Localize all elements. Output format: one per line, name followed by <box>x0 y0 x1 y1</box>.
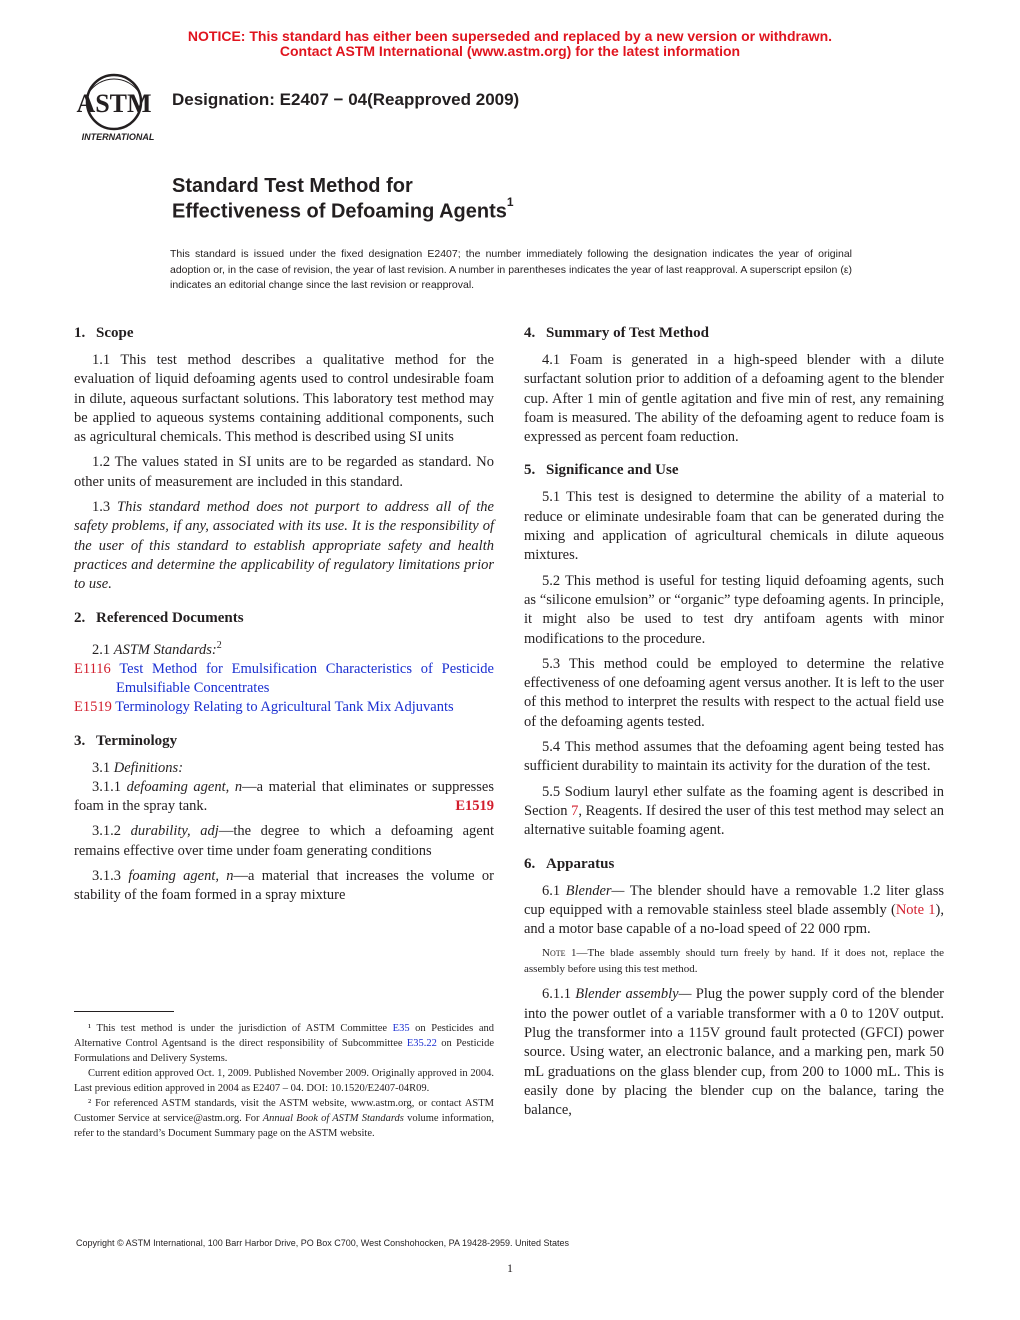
section-heading: 6. Apparatus <box>524 855 615 872</box>
paragraph: 5.1 This test is designed to determine the ability of a material to reduce or eliminate undesirable foam that can be generated during the mixing and application of agricultural chemicals in dilute aqueous mixtures. <box>524 489 944 564</box>
logo-text: ASTM <box>76 89 152 118</box>
definition: 3.1.3 foaming agent, n—a material that increases the volume or stability of the foam formed in a spray mixture <box>74 868 494 904</box>
definition-ref-link[interactable]: E1519 <box>455 798 494 815</box>
reference-title-link[interactable]: Terminology Relating to Agricultural Tank Mix Adjuvants <box>115 699 454 716</box>
paragraph: 6.1 Blender— The blender should have a removable 1.2 liter glass cup equipped with a removable stainless steel blade assembly (Note 1), and a motor base capable of a no-load speed of 22 000 rpm. <box>524 882 944 938</box>
reference-item[interactable] <box>74 660 494 699</box>
section-terminology <box>74 732 494 906</box>
title-line-1: Standard Test Method for <box>172 175 413 197</box>
section-referenced-documents <box>74 609 494 718</box>
section-scope <box>74 324 494 595</box>
note: Note 1—The blade assembly should turn freely by hand. If it does not, replace the assembly before using this test method. <box>524 947 944 976</box>
logo-subtext: INTERNATIONAL <box>81 132 155 142</box>
left-column <box>74 324 494 920</box>
designation: Designation: E2407 − 04(Reapproved 2009) <box>172 90 520 109</box>
section-heading: 5. Significance and Use <box>524 462 679 479</box>
paragraph: 5.5 Sodium lauryl ether sulfate as the foaming agent is described in Section 7, Reagents. If desired the user of this test method may select an alternative suitable foaming agent. <box>524 783 944 839</box>
definition: 3.1.1 defoaming agent, n—a material that eliminates or suppresses foam in the spray tank. E1519 <box>74 778 494 817</box>
astm-logo <box>74 72 166 144</box>
footnote: ² For referenced ASTM standards, visit the ASTM website, www.astm.org, or contact ASTM Customer Service at service@astm.org. For Annual Book of ASTM Standards volume information, refer to the standard’s Document Summary page on the ASTM website. <box>74 1098 494 1139</box>
section-heading: 2. Referenced Documents <box>74 609 244 626</box>
reference-code-link[interactable]: E1519 <box>74 699 112 716</box>
paragraph: 1.2 The values stated in SI units are to be regarded as standard. No other units of measurement are included in this standard. <box>74 454 494 490</box>
footnote-link[interactable]: E35.22 <box>406 1038 437 1049</box>
title-text: Effectiveness of Defoaming Agents <box>172 200 507 223</box>
paragraph: 5.3 This method could be employed to determine the relative effectiveness of one defoaming agent versus another. It is left to the user of this method to interpret the results with respect to the actual field use of the defoaming agents tested. <box>524 655 944 730</box>
paragraph: 5.2 This method is useful for testing liquid defoaming agents, such as “silicone emulsion” or “organic” type defoaming agents. In principle, it might also be used to test dry antifoam agents with minor modifications to the procedure. <box>524 572 944 647</box>
paragraph: 6.1.1 Blender assembly— Plug the power supply cord of the blender into the power outlet of a variable transformer with a 0 to 120V output. Plug the transformer into a 115V ground fault protected (GFCI) power source. Using water, an electronic balance, and a marking pen, mark 50 mL graduations on the glass blender cup, from 200 to 1000 mL. This is easily done by placing the blender cup on the balance, taring the balance, <box>524 986 944 1119</box>
footnote-rule <box>74 1011 174 1012</box>
reference-code-link[interactable]: E1116 <box>74 660 111 677</box>
notice-line-1: NOTICE: This standard has either been superseded and replaced by a new version or withdrawn. <box>187 28 833 44</box>
paragraph: 4.1 Foam is generated in a high-speed blender with a dilute surfactant solution prior to addition of a defoaming agent to the blender cup. After 1 min of gentle agitation and five min of rest, any remaining foam is measured. The ability of the defoaming agent to reduce foam is expressed as percent foam reduction. <box>524 352 944 446</box>
definition: 3.1.2 durability, adj—the degree to which a defoaming agent remains effective over time under foam generating conditions <box>74 823 495 859</box>
footnote: ¹ This test method is under the jurisdiction of ASTM Committee E35 on Pesticides and Alternative Control Agentsand is the direct responsibility of Subcommittee E35.22 on Pesticide Formulations and Delivery Systems. <box>74 1023 494 1064</box>
issued-note: This standard is issued under the fixed designation E2407; the number immediately following the designation indicates the year of original adoption or, in the case of revision, the year of last revision. A number in parentheses indicates the year of last reapproval. A superscript epsilon (ε) indicates an editorial change since the last revision or reapproval. <box>170 248 852 291</box>
reference-item[interactable] <box>74 698 494 717</box>
paragraph: 1.3 This standard method does not purport to address all of the safety problems, if any, associated with its use. It is the responsibility of the user of this standard to establish appropriate safety and health practices and determine the applicability of regulatory limitations prior to use. <box>74 499 494 593</box>
section-heading: 1. Scope <box>74 325 134 341</box>
section-link[interactable]: 7 <box>571 802 579 819</box>
section-heading: 3. Terminology <box>74 732 178 749</box>
section-apparatus <box>524 855 944 1121</box>
notice-line-2: Contact ASTM International (www.astm.org) for the latest information <box>279 43 741 59</box>
reference-title-link[interactable]: Test Method for Emulsification Characteristics of Pesticide Emulsifiable Concentrates <box>116 660 494 696</box>
note-link[interactable]: Note 1 <box>895 901 936 918</box>
paragraph: 3.1 Definitions: <box>92 759 184 776</box>
footnote: Current edition approved Oct. 1, 2009. Published November 2009. Originally approved in 2004. Last previous edition approved in 2004 as E2407 – 04. DOI: 10.1520/E2407-04R09. <box>74 1068 494 1094</box>
paragraph: 2.1 ASTM Standards:$^2$ <box>92 639 222 658</box>
title-line-2 <box>172 195 514 224</box>
footnotes <box>74 1021 494 1141</box>
paragraph: 5.4 This method assumes that the defoaming agent being tested has sufficient durability to maintain its activity for the duration of the test. <box>524 739 944 775</box>
right-column <box>524 324 944 1135</box>
copyright: Copyright © ASTM International, 100 Barr Harbor Drive, PO Box C700, West Conshohocken, PA 19428-2959. United States <box>76 1238 570 1248</box>
paragraph: 1.1 This test method describes a qualitative method for the evaluation of liquid defoaming agents used to control undesirable foam in dilute, aqueous surfactant solutions. This laboratory test method may be applied to aqueous systems containing additional components, such as agricultural chemicals. This method is described using SI units <box>74 352 494 446</box>
title-footnote-mark[interactable]: 1 <box>506 195 514 209</box>
section-heading: 4. Summary of Test Method <box>524 325 709 341</box>
section-significance <box>524 461 944 840</box>
page-number: 1 <box>507 1261 513 1275</box>
footnote-link[interactable]: E35 <box>392 1023 410 1034</box>
section-summary <box>524 324 944 447</box>
